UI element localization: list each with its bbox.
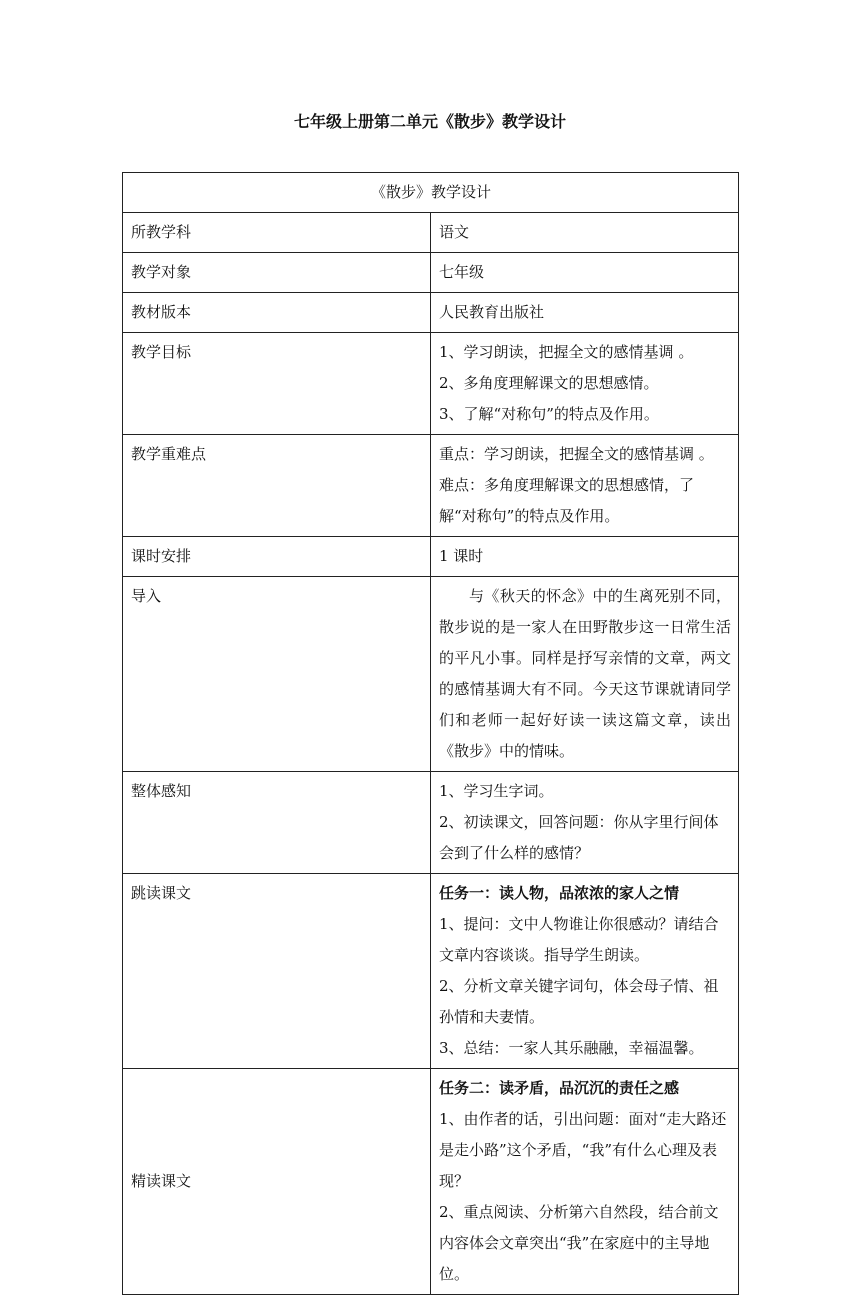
table-row-key-points <box>123 435 739 537</box>
row-line: 七年级 <box>439 263 485 281</box>
row-content <box>431 213 739 253</box>
task-heading: 任务一：读人物，品浓浓的家人之情 <box>439 884 680 902</box>
row-line: 2、重点阅读、分析第六自然段，结合前文内容体会文章突出“我”在家庭中的主导地位。 <box>439 1203 719 1283</box>
row-line: 2、多角度理解课文的思想感情。 <box>439 374 659 392</box>
table-row-subject <box>123 213 739 253</box>
row-content <box>431 772 739 874</box>
table-row-audience <box>123 253 739 293</box>
row-line: 难点：多角度理解课文的思想感情，了解“对称句”的特点及作用。 <box>439 476 695 525</box>
table-row-introduction <box>123 577 739 772</box>
row-content <box>431 435 739 537</box>
row-line: 1、由作者的话，引出问题：面对“走大路还是走小路”这个矛盾，“我”有什么心理及表现？ <box>439 1110 727 1190</box>
row-label: 教学重难点 <box>123 435 431 537</box>
row-label: 教材版本 <box>123 293 431 333</box>
row-label: 教学对象 <box>123 253 431 293</box>
row-line: 1 课时 <box>439 547 484 565</box>
row-label: 跳读课文 <box>123 874 431 1069</box>
row-label: 精读课文 <box>123 1069 431 1295</box>
intro-paragraph: 与《秋天的怀念》中的生离死别不同，散步说的是一家人在田野散步这一日常生活的平凡小事。同样是抒写亲情的文章，两文的感情基调大有不同。今天这节课就请同学们和老师一起好好读一读这篇文章，读出《散步》中的情味。 <box>439 587 731 760</box>
row-content <box>431 293 739 333</box>
row-label: 导入 <box>123 577 431 772</box>
row-line: 人民教育出版社 <box>439 303 545 321</box>
row-line: 2、初读课文，回答问题：你从字里行间体会到了什么样的感情？ <box>439 813 719 862</box>
row-line: 语文 <box>439 223 470 241</box>
row-content <box>431 874 739 1069</box>
row-line: 1、学习朗读，把握全文的感情基调 。 <box>439 343 694 361</box>
row-line: 1、学习生字词。 <box>439 782 554 800</box>
row-label: 课时安排 <box>123 537 431 577</box>
document-title: 七年级上册第二单元《散步》教学设计 <box>293 112 566 131</box>
table-row-overview <box>123 772 739 874</box>
row-line: 重点：学习朗读，把握全文的感情基调 。 <box>439 445 714 463</box>
table-header-row <box>123 173 739 213</box>
table-row-edition <box>123 293 739 333</box>
table-row-skim-reading <box>123 874 739 1069</box>
row-content <box>431 1069 739 1295</box>
row-line: 1、提问：文中人物谁让你很感动？请结合文章内容谈谈。指导学生朗读。 <box>439 915 719 964</box>
row-content <box>431 577 739 772</box>
table-row-schedule <box>123 537 739 577</box>
row-line: 2、分析文章关键字词句，体会母子情、祖孙情和夫妻情。 <box>439 977 719 1026</box>
task-heading: 任务二：读矛盾，品沉沉的责任之感 <box>439 1079 680 1097</box>
table-header: 《散步》教学设计 <box>123 173 739 213</box>
row-label: 教学目标 <box>123 333 431 435</box>
row-label: 整体感知 <box>123 772 431 874</box>
row-label: 所教学科 <box>123 213 431 253</box>
row-line: 3、了解“对称句”的特点及作用。 <box>439 405 659 423</box>
row-content <box>431 333 739 435</box>
lesson-plan-table <box>122 172 739 1295</box>
table-row-close-reading <box>123 1069 739 1295</box>
row-content <box>431 537 739 577</box>
table-row-objectives <box>123 333 739 435</box>
row-line: 3、总结：一家人其乐融融，幸福温馨。 <box>439 1039 704 1057</box>
row-content <box>431 253 739 293</box>
